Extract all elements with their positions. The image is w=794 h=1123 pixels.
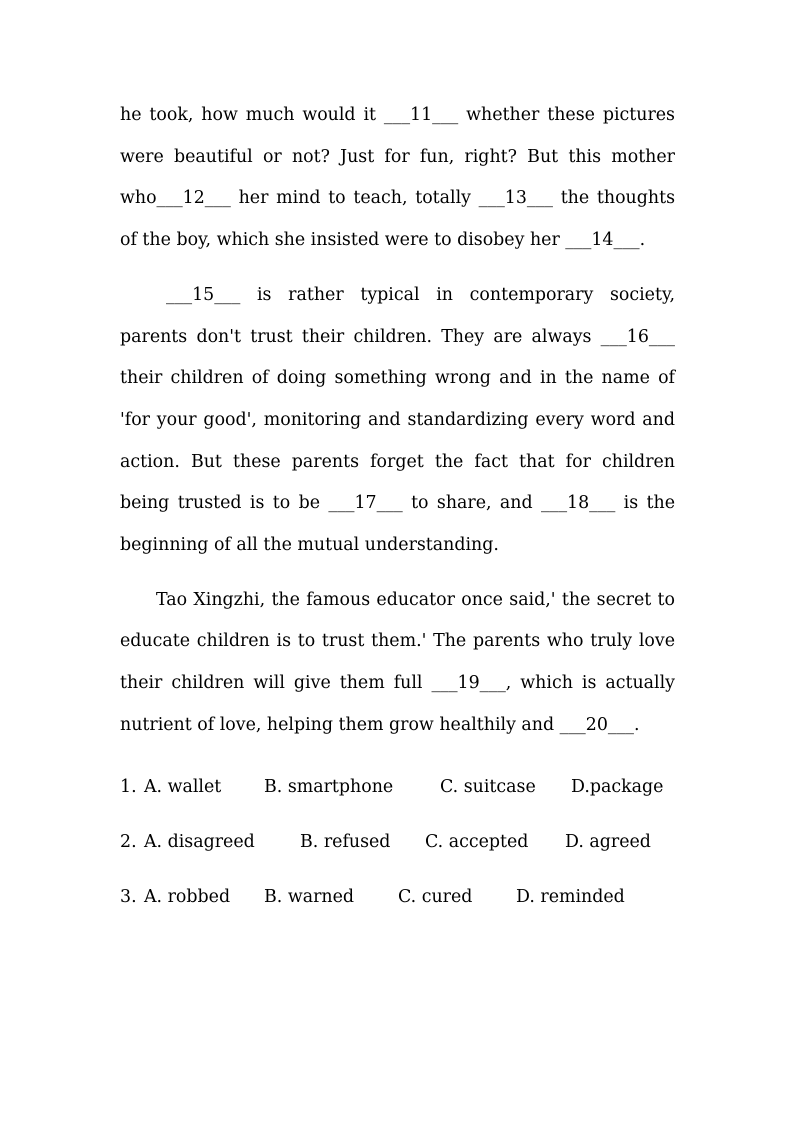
question-1	[120, 760, 675, 815]
option-a: A. wallet	[144, 776, 222, 797]
option-d: D. reminded	[516, 886, 625, 907]
paragraph-3: Tao Xingzhi, the famous educator once said,' the secret to educate children is to trust them.' The parents who truly love their children will give them full ___19___, which is actually nutrient of love, helping them grow healthily and ___20___.	[120, 589, 675, 735]
paragraph-2: ___15___ is rather typical in contemporary society, parents don't trust their children. They are always ___16___ their children of doing something wrong and in the name of 'for your good', monitoring and standardizing every word and action. But these parents forget the fact that for children being trusted is to be ___17___ to share, and ___18___ is the beginning of all the mutual understanding.	[120, 284, 675, 556]
question-number: 2.	[120, 831, 137, 852]
question-3	[120, 870, 675, 925]
option-c: C. accepted	[425, 831, 529, 852]
question-number: 1.	[120, 776, 137, 797]
question-number: 3.	[120, 886, 137, 907]
option-c: C. suitcase	[440, 776, 536, 797]
question-options	[120, 760, 675, 925]
document-page	[120, 95, 675, 925]
option-b: B. refused	[300, 831, 391, 852]
option-c: C. cured	[398, 886, 473, 907]
option-b: B. warned	[264, 886, 355, 907]
paragraph-1: he took, how much would it ___11___ whether these pictures were beautiful or not? Just for fun, right? But this mother who___12___ her mind to teach, totally ___13___ the thoughts of the boy, which she insisted were to disobey her ___14___.	[120, 105, 675, 251]
option-b: B. smartphone	[264, 776, 394, 797]
option-a: A. robbed	[144, 886, 231, 907]
option-d: D. agreed	[565, 831, 651, 852]
option-d: D.package	[571, 776, 664, 797]
question-2	[120, 815, 675, 870]
option-a: A. disagreed	[144, 831, 255, 852]
